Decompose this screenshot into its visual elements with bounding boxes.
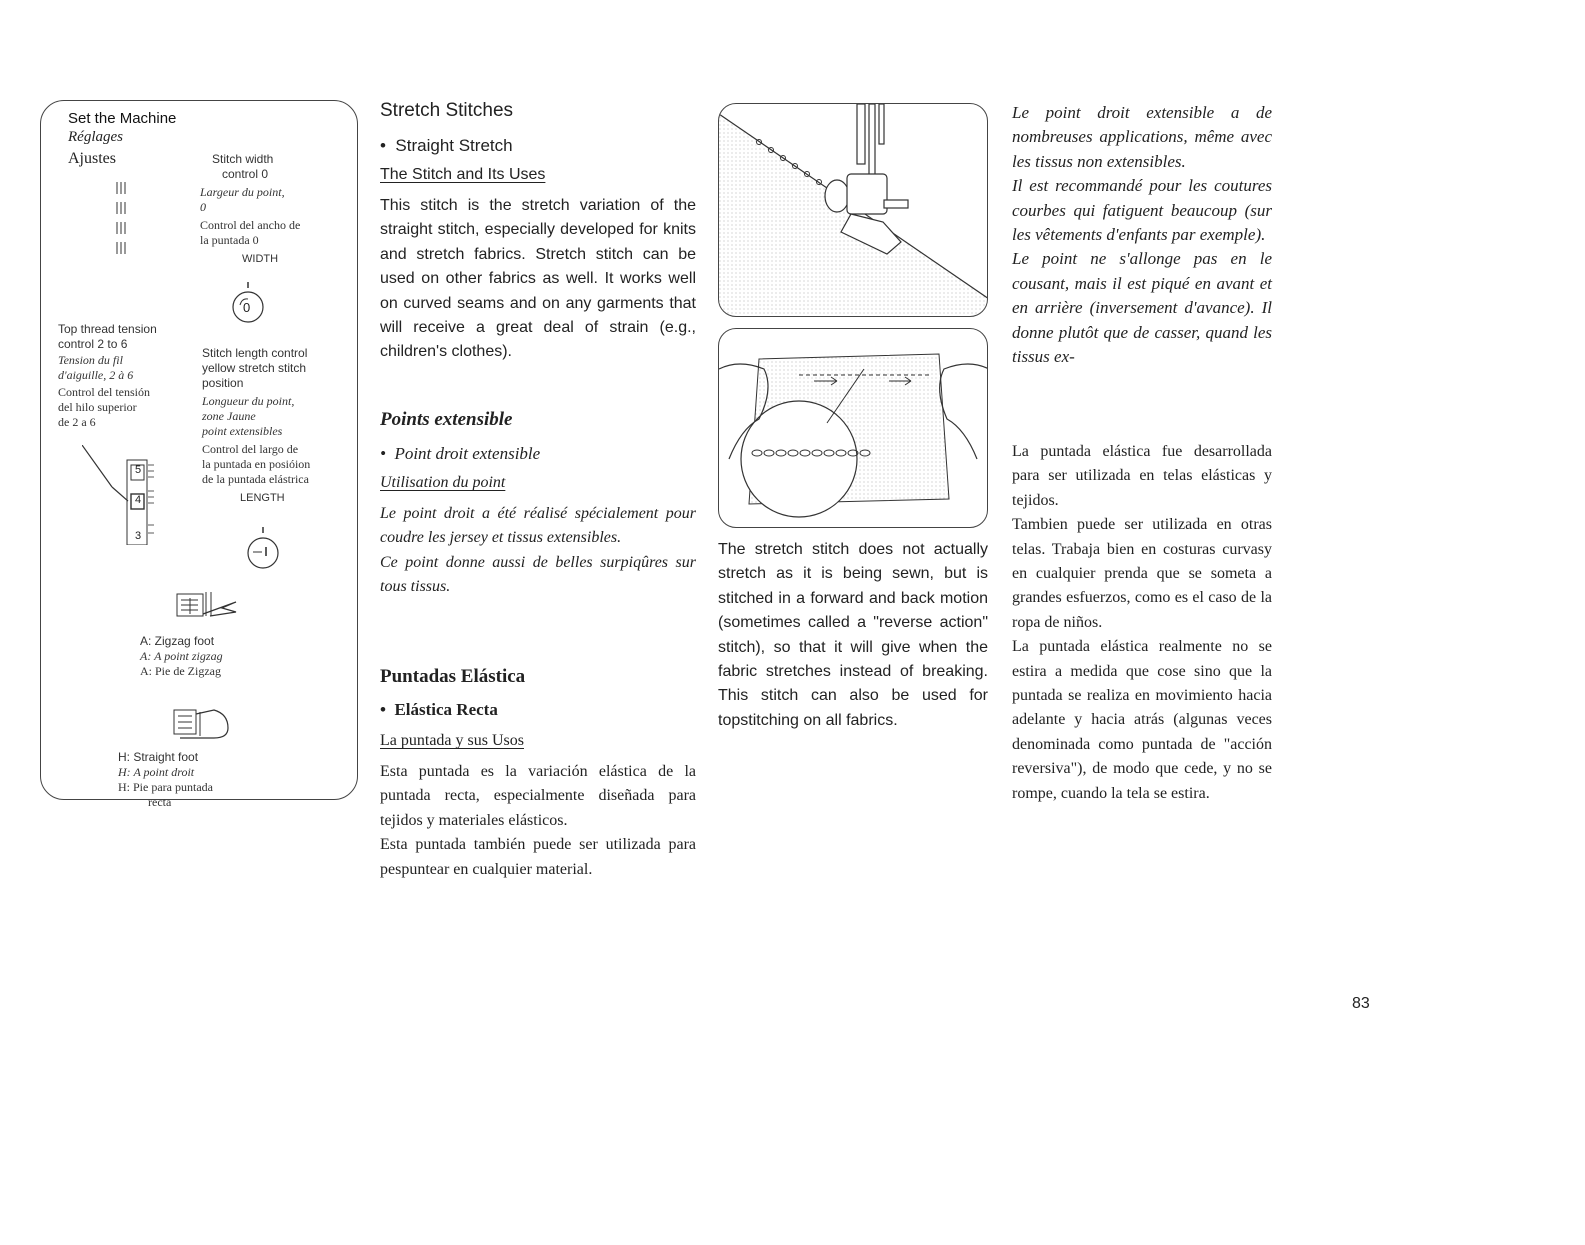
foot-h-fr: H: A point droit xyxy=(118,765,195,779)
french-right-para-3: Le point ne s'allonge pas en le cousant, mais il est piqué en avant et en arrière (inversement d'avance). Il donne plutôt que de casser, quand les tissus ex- xyxy=(1012,249,1272,367)
spanish-bullet xyxy=(380,700,498,720)
french-right-body xyxy=(1012,101,1272,369)
foot-a-fr: A: A point zigzag xyxy=(140,649,223,663)
top-thread-fr-2: d'aiguille, 2 à 6 xyxy=(58,368,134,382)
english-bullet xyxy=(380,136,513,156)
stitch-length-es-3: de la puntada elástrica xyxy=(202,472,309,486)
french-heading: Points extensible xyxy=(380,409,513,430)
french-bullet-label: Point droit extensible xyxy=(394,444,541,463)
stitch-length-en-1: Stitch length control xyxy=(202,346,308,360)
width-dial-value: 0 xyxy=(243,300,251,315)
stitch-length-es-2: la puntada en posióion xyxy=(202,457,311,471)
french-bullet xyxy=(380,444,540,464)
french-subheading: Utilisation du point xyxy=(380,474,506,491)
spanish-para-1: Esta puntada es la variación elástica de la puntada recta, especialmente diseñada para tejidos y materiales elásticos. xyxy=(380,763,696,829)
english-caption xyxy=(718,538,988,733)
foot-a-text xyxy=(140,634,223,679)
spanish-right-para-2: Tambien puede ser utilizada en otras telas. Trabaja bien en costuras curvasy en cualquier prenda que se someta a grandes esfuerzos, como es el caso de la ropa de niños. xyxy=(1012,516,1272,631)
stitch-length-text xyxy=(202,346,352,506)
width-label: WIDTH xyxy=(242,253,279,265)
spanish-right-para-3: La puntada elástica realmente no se estira a medida que cose sino que la puntada se realiza en movimiento hacia adelante y hacia atrás (algunas veces denominada como puntada de "acción reversiva"), de modo que cede, y no se rompe, cuando la tela se estira. xyxy=(1012,638,1272,802)
stitch-length-es-1: Control del largo de xyxy=(202,442,299,456)
english-body-para: This stitch is the stretch variation of the straight stitch, especially developed for knits and stretch fabrics. Stretch stitch can be used on other fabrics as well. It works well on curved seams and on any garments that will receive a great deal of strain (e.g., children's clothes). xyxy=(380,197,696,361)
stitch-width-en-1: Stitch width xyxy=(212,152,274,166)
foot-a-en: A: Zigzag foot xyxy=(140,634,215,648)
english-bullet-label: Straight Stretch xyxy=(395,136,513,155)
spanish-body xyxy=(380,760,696,882)
presser-foot-drawing xyxy=(719,104,988,317)
stitch-length-en-2: yellow stretch stitch xyxy=(202,361,307,375)
top-thread-en-1: Top thread tension xyxy=(58,322,157,336)
thread-guide-marks xyxy=(112,180,132,260)
stitch-width-es-2: la puntada 0 xyxy=(200,233,259,247)
top-thread-en-2: control 2 to 6 xyxy=(58,337,128,351)
stitch-width-en-2: control 0 xyxy=(222,167,269,181)
settings-title-fr: Réglages xyxy=(68,129,123,145)
foot-h-es-2: recta xyxy=(148,795,172,809)
settings-title-es: Ajustes xyxy=(68,150,116,167)
stitch-length-en-3: position xyxy=(202,376,244,390)
foot-h-en: H: Straight foot xyxy=(118,750,199,764)
bullet-icon: • xyxy=(380,700,395,719)
english-body xyxy=(380,194,696,365)
bullet-icon: • xyxy=(380,136,396,155)
length-dial-icon xyxy=(245,527,285,575)
english-heading: Stretch Stitches xyxy=(380,100,514,121)
spanish-right-para-1: La puntada elástica fue desarrollada para ser utilizada en telas elásticas y tejidos. xyxy=(1012,443,1272,509)
stitch-width-fr-value: 0 xyxy=(200,200,206,214)
top-thread-es-3: de 2 a 6 xyxy=(58,415,96,429)
top-thread-fr-1: Tension du fil xyxy=(58,353,123,367)
french-body xyxy=(380,502,696,600)
spanish-bullet-label: Elástica Recta xyxy=(394,700,498,719)
straight-foot-icon xyxy=(172,704,236,744)
stitch-width-fr: Largeur du point, xyxy=(200,185,285,199)
settings-title: Set the Machine xyxy=(68,110,177,127)
spanish-heading: Puntadas Elástica xyxy=(380,666,526,687)
zigzag-foot-icon xyxy=(176,588,238,624)
spanish-right-body xyxy=(1012,440,1272,806)
stitch-length-fr-3: point extensibles xyxy=(202,424,283,438)
french-para-1: Le point droit a été réalisé spécialement pour coudre les jersey et tissus extensibles. xyxy=(380,505,696,547)
spanish-subheading: La puntada y sus Usos xyxy=(380,732,524,749)
top-thread-es-2: del hilo superior xyxy=(58,400,137,414)
french-para-2: Ce point donne aussi de belles surpiqûres sur tous tissus. xyxy=(380,553,696,596)
stitch-width-text xyxy=(200,152,350,267)
english-caption-para: The stretch stitch does not actually stretch as it is being sewn, but is stitched in a forward and back motion (sometimes called a "reverse action" stitch), so that it will give when the fabric stretches instead of breaking. This stitch can also be used for topstitching on all fabrics. xyxy=(718,541,988,729)
tension-dial-3: 3 xyxy=(135,530,142,542)
french-right-para-2: Il est recommandé pour les coutures courbes qui fatiguent beaucoup (sur les vêtements d'enfants par exemple). xyxy=(1012,176,1272,245)
foot-h-text xyxy=(118,750,213,810)
stitch-width-es-1: Control del ancho de xyxy=(200,218,301,232)
tension-dial-icon xyxy=(82,445,182,545)
stitch-length-fr-1: Longueur du point, xyxy=(202,394,295,408)
page-number: 83 xyxy=(1352,995,1370,1012)
foot-h-es-1: H: Pie para puntada xyxy=(118,780,213,794)
english-subheading: The Stitch and Its Uses xyxy=(380,166,546,183)
length-label: LENGTH xyxy=(240,492,285,504)
french-right-para-1: Le point droit extensible a de nombreuses applications, même avec les tissus non extensibles. xyxy=(1012,103,1272,171)
stitch-length-fr-2: zone Jaune xyxy=(202,409,256,423)
fabric-stretch-illustration xyxy=(718,328,988,528)
foot-a-es: A: Pie de Zigzag xyxy=(140,664,221,678)
bullet-icon: • xyxy=(380,444,395,463)
spanish-para-2: Esta puntada también puede ser utilizada para pespuntear en cualquier material. xyxy=(380,836,696,878)
top-thread-text xyxy=(58,322,198,430)
fabric-stretch-drawing xyxy=(719,329,988,528)
tension-dial-5: 5 xyxy=(135,464,142,476)
top-thread-es-1: Control del tensión xyxy=(58,385,150,399)
tension-dial-4: 4 xyxy=(135,494,142,506)
presser-foot-illustration xyxy=(718,103,988,317)
